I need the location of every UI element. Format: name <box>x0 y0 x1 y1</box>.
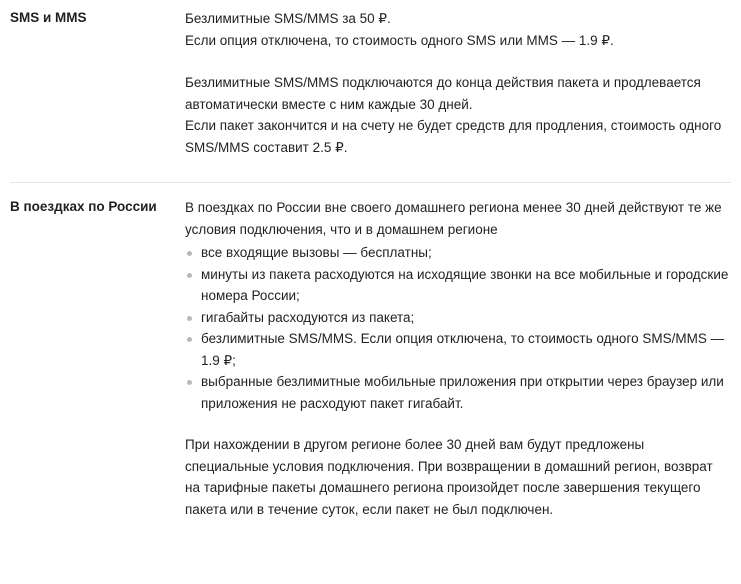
travel-closing-paragraph: При нахождении в другом регионе более 30 дней вам будут предложены специальные условия подключения. При возвращении в домашний регион, возврат на тарифные пакеты домашнего региона произойдет после завершения текущего пакета или в течение суток, если пакет не был подключен. <box>185 437 713 517</box>
list-item: гигабайты расходуются из пакета; <box>185 307 731 329</box>
list-item: безлимитные SMS/MMS. Если опция отключена, то стоимость одного SMS/MMS — 1.9 ₽; <box>185 328 731 371</box>
list-item: минуты из пакета расходуются на исходящие звонки на все мобильные и городские номера России; <box>185 264 731 307</box>
sms-paragraph-1: Безлимитные SMS/MMS за 50 ₽. <box>185 11 391 26</box>
list-item: все входящие вызовы — бесплатны; <box>185 242 731 264</box>
sms-paragraph-3: Безлимитные SMS/MMS подключаются до конца действия пакета и продлевается автоматически вместе с ним каждые 30 дней. <box>185 75 701 112</box>
section-body-sms-mms <box>185 8 731 158</box>
spacer <box>185 414 731 434</box>
section-body-travel-russia <box>185 197 731 520</box>
section-label-sms-mms: SMS и MMS <box>10 10 87 25</box>
section-travel-russia <box>0 183 741 520</box>
list-item: выбранные безлимитные мобильные приложения при открытии через браузер или приложения не расходуют пакет гигабайт. <box>185 371 731 414</box>
sms-paragraph-2: Если опция отключена, то стоимость одного SMS или MMS — 1.9 ₽. <box>185 32 614 48</box>
section-divider-wrap <box>0 158 741 183</box>
travel-conditions-list <box>185 242 731 414</box>
section-sms-mms <box>0 0 741 158</box>
travel-intro-paragraph: В поездках по России вне своего домашнего региона менее 30 дней действуют те же условия подключения, что и в домашнем регионе <box>185 200 722 237</box>
sms-paragraph-4: Если пакет закончится и на счету не будет средств для продления, стоимость одного SMS/MMS составит 2.5 ₽. <box>185 118 722 155</box>
spacer <box>185 51 731 72</box>
section-label-travel-russia: В поездках по России <box>10 199 157 214</box>
